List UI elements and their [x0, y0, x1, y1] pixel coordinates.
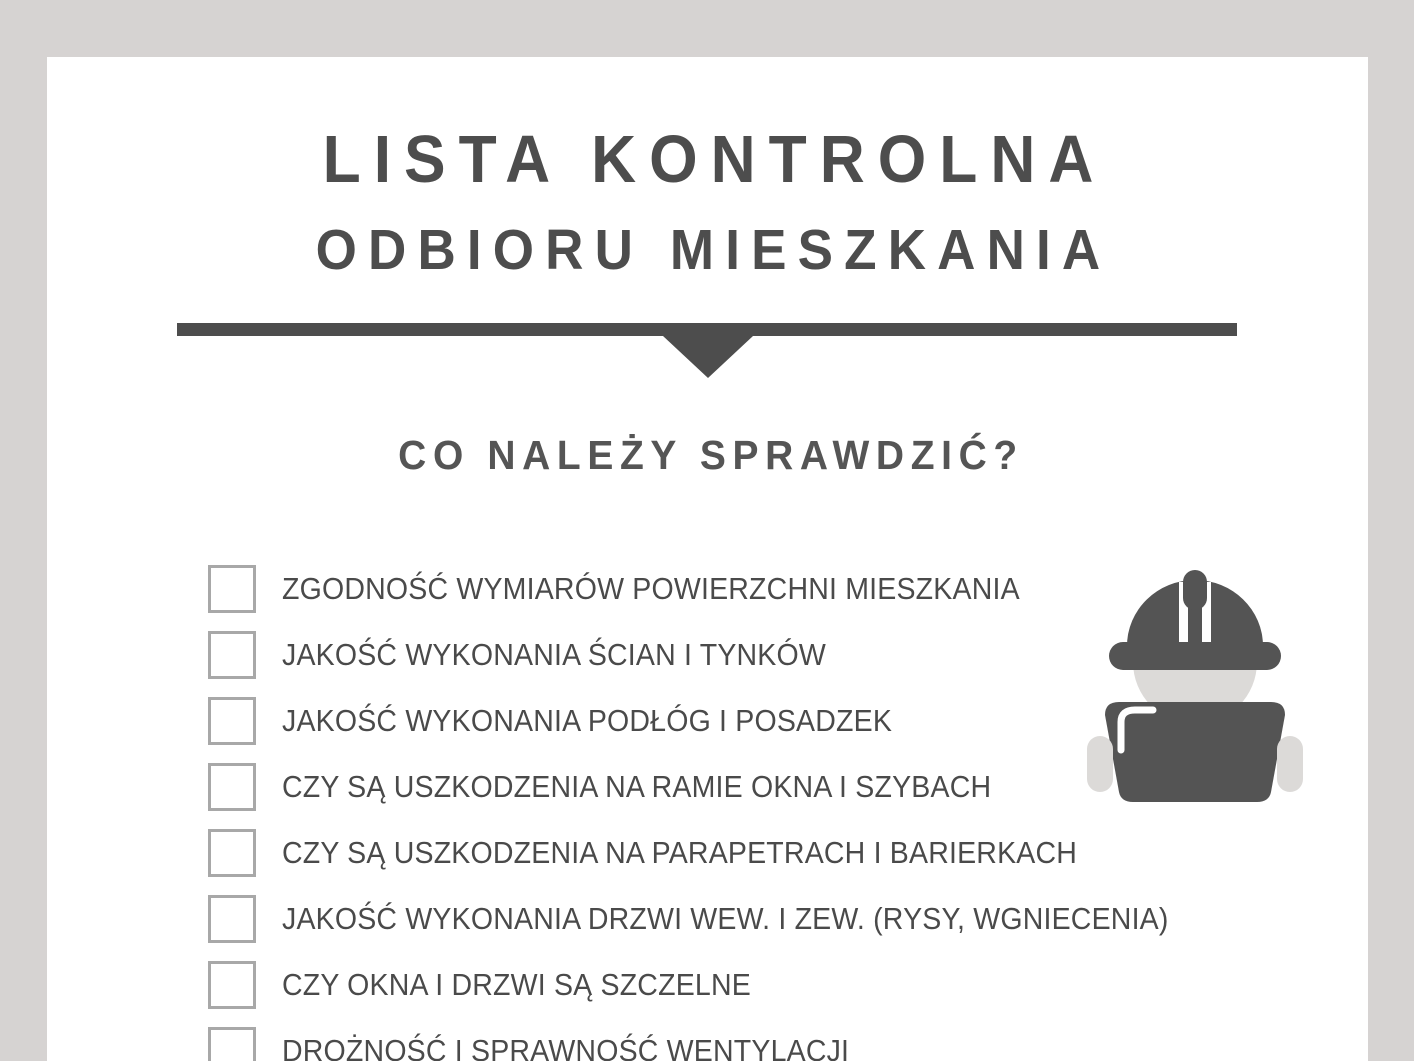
- checkbox[interactable]: [208, 895, 256, 943]
- checklist-row[interactable]: [208, 820, 1368, 886]
- divider-bar: [177, 323, 1237, 336]
- title-block: [47, 57, 1368, 282]
- hard-hat-knob: [1183, 570, 1207, 610]
- page-title-line-1: LISTA KONTROLNA: [322, 122, 1107, 197]
- checkbox[interactable]: [208, 1027, 256, 1061]
- checkbox[interactable]: [208, 697, 256, 745]
- title-divider: [47, 323, 1368, 379]
- chevron-down-icon: [663, 336, 753, 378]
- checklist-item-label: CZY SĄ USZKODZENIA NA PARAPETRACH I BARIERKACH: [282, 835, 1078, 870]
- worker-body: [1105, 702, 1285, 802]
- construction-worker-icon: [1075, 550, 1315, 820]
- hard-hat-brim: [1109, 642, 1281, 670]
- checklist-item-label: JAKOŚĆ WYKONANIA DRZWI WEW. I ZEW. (RYSY, WGNIECENIA): [282, 901, 1169, 936]
- checklist-item-label: JAKOŚĆ WYKONANIA PODŁÓG I POSADZEK: [282, 703, 893, 738]
- worker-hand-left: [1087, 736, 1113, 792]
- checklist-row[interactable]: [208, 886, 1368, 952]
- checkbox[interactable]: [208, 763, 256, 811]
- checklist-item-label: JAKOŚĆ WYKONANIA ŚCIAN I TYNKÓW: [282, 637, 826, 672]
- checklist-item-label: CZY OKNA I DRZWI SĄ SZCZELNE: [282, 967, 751, 1002]
- checklist-item-label: ZGODNOŚĆ WYMIARÓW POWIERZCHNI MIESZKANIA: [282, 571, 1020, 606]
- checklist-sheet: [47, 57, 1368, 1061]
- checkbox[interactable]: [208, 565, 256, 613]
- checkbox[interactable]: [208, 631, 256, 679]
- checkbox[interactable]: [208, 829, 256, 877]
- section-heading: CO NALEŻY SPRAWDZIĆ?: [398, 432, 1024, 478]
- checklist-row[interactable]: [208, 1018, 1368, 1061]
- checklist-item-label: DROŻNOŚĆ I SPRAWNOŚĆ WENTYLACJI: [282, 1033, 850, 1061]
- checkbox[interactable]: [208, 961, 256, 1009]
- worker-hand-right: [1277, 736, 1303, 792]
- page-title-line-2: ODBIORU MIESZKANIA: [315, 218, 1112, 282]
- checklist-item-label: CZY SĄ USZKODZENIA NA RAMIE OKNA I SZYBACH: [282, 769, 992, 804]
- checklist-row[interactable]: [208, 952, 1368, 1018]
